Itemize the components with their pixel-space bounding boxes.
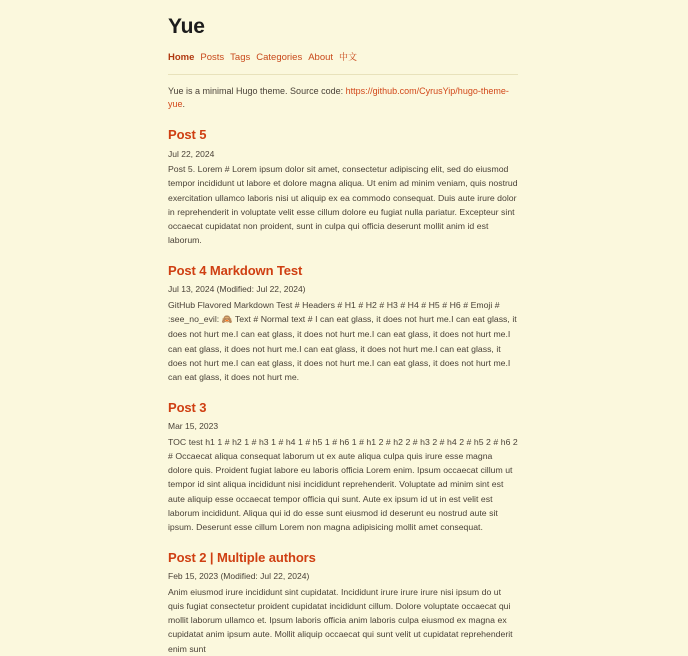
see-no-evil-monkey-icon: 🙈 bbox=[221, 315, 233, 326]
post-item bbox=[168, 127, 518, 247]
post-item bbox=[168, 263, 518, 384]
nav-item-categories[interactable]: Categories bbox=[256, 52, 303, 64]
post-date: Feb 15, 2023 (Modified: Jul 22, 2024) bbox=[168, 571, 310, 582]
post-item bbox=[168, 550, 518, 656]
site-intro-prefix: Yue is a minimal Hugo theme. Source code: bbox=[168, 85, 346, 96]
post-summary: Post 5. Lorem # Lorem ipsum dolor sit amet, consectetur adipiscing elit, sed do eiusmod tempor incididunt ut labore et dolore magna aliqua. Ut enim ad minim veniam, quis nostrud exercitation ullamco laboris nisi ut aliquip ex ea commodo consequat. Duis aute irure dolor in reprehenderit in voluptate velit esse cillum dolore eu fugiat nulla pariatur. Excepteur sint occaecat cupidatat non proident, sunt in culpa qui officia deserunt mollit anim id est laborum. bbox=[168, 164, 518, 245]
post-title-link[interactable]: Post 5 bbox=[168, 126, 207, 142]
site-title: Yue bbox=[168, 15, 205, 38]
post-title-link[interactable]: Post 3 bbox=[168, 399, 207, 415]
nav-item-posts[interactable]: Posts bbox=[200, 52, 225, 64]
post-date: Jul 22, 2024 bbox=[168, 148, 215, 159]
source-code-link[interactable]: https://github.com/CyrusYip/hugo-theme-yue bbox=[168, 85, 509, 109]
post-item bbox=[168, 400, 518, 534]
main-navigation bbox=[168, 52, 518, 65]
post-date: Jul 13, 2024 (Modified: Jul 22, 2024) bbox=[168, 284, 306, 295]
post-summary: Anim eiusmod irure incididunt sint cupidatat. Incididunt irure irure irure nisi ipsum do ut quis fugiat consectetur proident cupidatat incididunt cillum. Dolore voluptate occaecat qui mollit laborum ullamco et. Ipsum laboris officia anim laboris culpa eiusmod ex magna ex cupidatat anim ipsum aute. Mollit aliquip occaecat qui sunt velit ut cupidatat reprehenderit enim sunt bbox=[168, 587, 513, 654]
content-container bbox=[168, 0, 518, 656]
nav-item-about[interactable]: About bbox=[308, 52, 334, 64]
site-intro-suffix: . bbox=[182, 98, 186, 109]
post-summary-text-before-emoji: GitHub Flavored Markdown Test # Headers # H1 # H2 # H3 # H4 # H5 # H6 # Emoji # :see_no_evil: bbox=[168, 300, 500, 325]
site-intro bbox=[168, 85, 518, 111]
nav-item-chinese[interactable]: 中文 bbox=[339, 53, 358, 64]
post-title-link[interactable]: Post 2 | Multiple authors bbox=[168, 549, 316, 565]
post-summary: TOC test h1 1 # h2 1 # h3 1 # h4 1 # h5 1 # h6 1 # h1 2 # h2 2 # h3 2 # h4 2 # h5 2 # h6 2 # Occaecat aliqua consequat laborum ut ex aute aliqua culpa quis irure esse magna dolore quis. Proident fugiat labore eu laboris officia Lorem enim. Ipsum occaecat cillum ut tempor id sint aliqua incididunt nisi incididunt reprehenderit. Voluptate ad minim sint est aute aliquip esse occaecat tempor officia qui sunt. Aute ex ipsum id ut in est velit est laborum incididunt. Aliqua qui id do esse sunt eiusmod id deserunt eu nostrud aute sit ipsum. Deserunt esse cillum Lorem non magna adipisicing mollit amet consequat. bbox=[168, 437, 518, 532]
nav-item-home[interactable]: Home bbox=[168, 52, 195, 64]
post-date: Mar 15, 2023 bbox=[168, 421, 219, 432]
nav-item-tags[interactable]: Tags bbox=[230, 52, 251, 64]
post-summary-text-after-emoji: Text # Normal text # I can eat glass, it does not hurt me.I can eat glass, it does not hurt me.I can eat glass, it does not hurt me.I can eat glass, it does not hurt me.I can eat glass, it does not hurt me.I can eat glass, it does not hurt me.I can eat glass, it does not hurt me.I can eat glass, it does not hurt me.I can eat glass, it does not hurt me.I can eat glass, it does not hurt me. bbox=[168, 314, 517, 382]
header-divider bbox=[168, 74, 518, 75]
post-summary bbox=[168, 298, 518, 384]
post-title-link[interactable]: Post 4 Markdown Test bbox=[168, 262, 303, 278]
